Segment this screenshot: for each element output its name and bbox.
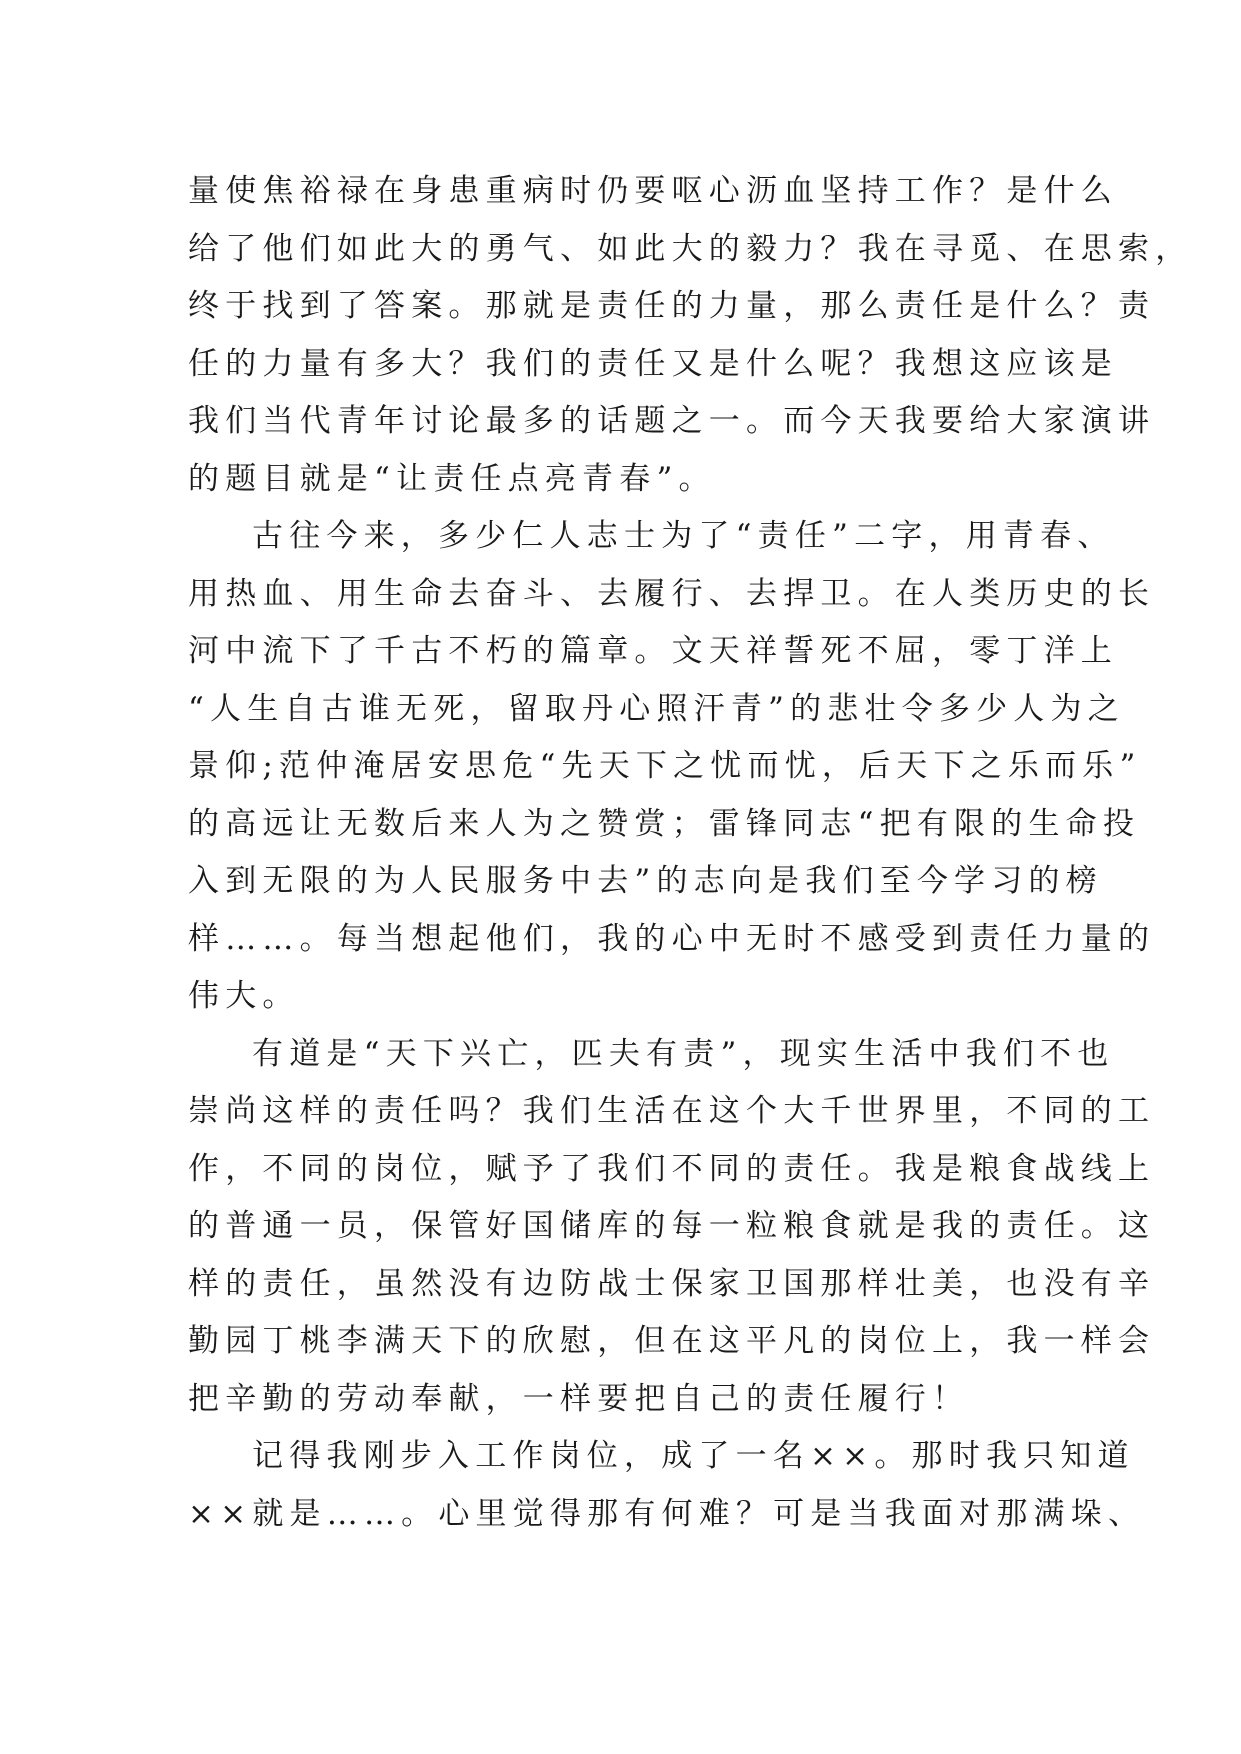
paragraph-first-line: 有道是“天下兴亡，匹夫有责”，现实生活中我们不也 xyxy=(252,1035,1115,1072)
text-line: 伟大。 xyxy=(188,978,300,1014)
text-line: 河中流下了千古不朽的篇章。文天祥誓死不屈，零丁洋上 xyxy=(188,633,1118,669)
text-line: 的普通一员，保管好国储库的每一粒粮食就是我的责任。这 xyxy=(188,1208,1156,1244)
text-line: “人生自古谁无死，留取丹心照汗青”的悲壮令多少人为之 xyxy=(188,690,1125,727)
text-line: 样……。每当想起他们，我的心中无时不感受到责任力量的 xyxy=(188,920,1156,957)
text-line: 我们当代青年讨论最多的话题之一。而今天我要给大家演讲 xyxy=(188,403,1156,439)
text-line: 把辛勤的劳动奉献，一样要把自己的责任履行！ xyxy=(188,1380,970,1417)
paragraph-first-line: 古往今来，多少仁人志士为了“责任”二字，用青春、 xyxy=(252,518,1115,554)
text-line: 给了他们如此大的勇气、如此大的毅力？我在寻觅、在思索， xyxy=(188,230,1193,267)
text-line: 的题目就是“让责任点亮青春”。 xyxy=(188,460,716,497)
body-text xyxy=(188,163,1193,1543)
text-line: 量使焦裕禄在身患重病时仍要呕心沥血坚持工作？是什么 xyxy=(188,173,1118,209)
text-line: 的高远让无数后来人为之赞赏；雷锋同志“把有限的生命投 xyxy=(188,805,1141,842)
text-line: 景仰;范仲淹居安思危“先天下之忧而忧，后天下之乐而乐” xyxy=(188,748,1142,784)
text-line: 用热血、用生命去奋斗、去履行、去捍卫。在人类历史的长 xyxy=(188,575,1156,612)
text-line: 入到无限的为人民服务中去”的志向是我们至今学习的榜 xyxy=(188,863,1103,899)
text-line: 崇尚这样的责任吗？我们生活在这个大千世界里，不同的工 xyxy=(188,1093,1156,1129)
paragraph-first-line: 记得我刚步入工作岗位，成了一名××。那时我只知道 xyxy=(252,1438,1135,1474)
text-line: 终于找到了答案。那就是责任的力量，那么责任是什么？责 xyxy=(188,288,1156,324)
text-line: ××就是……。心里觉得那有何难？可是当我面对那满垛、 xyxy=(188,1495,1146,1532)
text-line: 勤园丁桃李满天下的欣慰，但在这平凡的岗位上，我一样会 xyxy=(188,1323,1156,1359)
text-line: 作，不同的岗位，赋予了我们不同的责任。我是粮食战线上 xyxy=(188,1150,1156,1187)
text-line: 样的责任，虽然没有边防战士保家卫国那样壮美，也没有辛 xyxy=(188,1265,1156,1302)
text-line: 任的力量有多大？我们的责任又是什么呢？我想这应该是 xyxy=(188,345,1118,382)
